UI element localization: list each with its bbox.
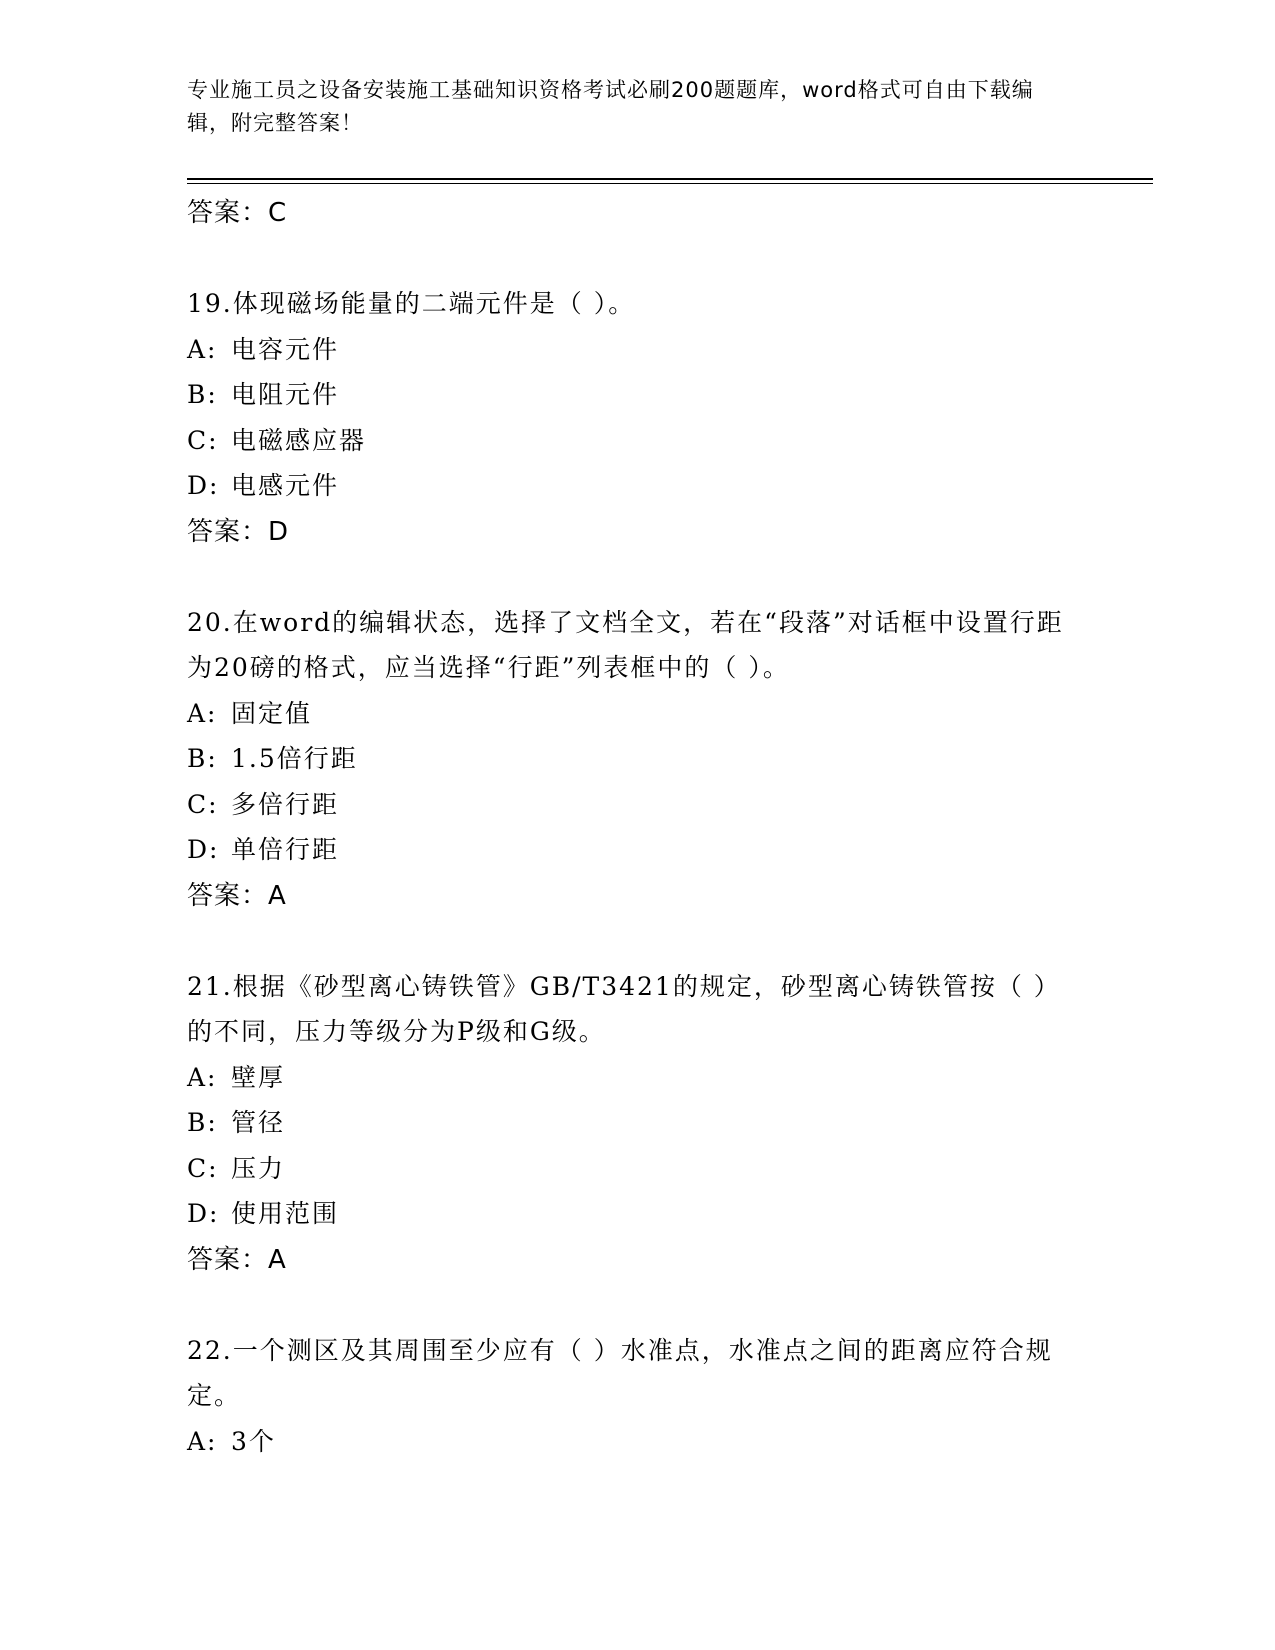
question-19 <box>187 281 1077 555</box>
question-22 <box>187 1328 1077 1465</box>
option-text: 管径 <box>231 1108 286 1137</box>
question-text: 21.根据《砂型离心铸铁管》GB/T3421的规定，砂型离心铸铁管按（ ）的不同，压力等级分为P级和G级。 <box>187 971 1061 1046</box>
option-d <box>187 463 1077 509</box>
question-answer: 答案：A <box>187 880 287 911</box>
question-text: 19.体现磁场能量的二端元件是（ ）。 <box>187 289 636 318</box>
option-letter: D: <box>187 835 220 864</box>
page-header: 专业施工员之设备安装施工基础知识资格考试必刷200题题库，word格式可自由下载编辑，附完整答案！ <box>187 78 1034 135</box>
option-text: 电阻元件 <box>231 380 340 409</box>
option-text: 3个 <box>231 1426 276 1456</box>
option-letter: D: <box>187 471 220 500</box>
header-divider-thick <box>187 178 1153 180</box>
option-text: 电容元件 <box>231 334 340 364</box>
option-text: 1.5倍行距 <box>231 744 358 773</box>
option-letter: A: <box>187 698 218 728</box>
option-letter: C: <box>187 425 219 455</box>
option-b <box>187 736 1077 782</box>
option-text: 电感元件 <box>231 471 340 500</box>
option-letter: B: <box>187 744 218 773</box>
option-c <box>187 782 1077 828</box>
question-text: 22.一个测区及其周围至少应有（ ）水准点，水准点之间的距离应符合规定。 <box>187 1335 1053 1410</box>
option-b <box>187 1100 1077 1146</box>
option-text: 固定值 <box>231 698 313 728</box>
option-d <box>187 827 1077 873</box>
option-d <box>187 1191 1077 1237</box>
option-letter: A: <box>187 334 218 364</box>
option-a <box>187 1419 1077 1465</box>
question-list <box>187 190 1077 1464</box>
option-c <box>187 418 1077 464</box>
option-text: 压力 <box>231 1153 286 1183</box>
option-a <box>187 691 1077 737</box>
previous-answer: 答案：C <box>187 198 288 228</box>
option-letter: C: <box>187 1153 219 1183</box>
question-answer: 答案：A <box>187 1244 287 1275</box>
option-letter: B: <box>187 380 218 409</box>
question-text: 20.在word的编辑状态，选择了文档全文，若在“段落”对话框中设置行距为20磅的格式，应当选择“行距”列表框中的（ ）。 <box>187 607 1064 682</box>
option-a <box>187 327 1077 373</box>
option-a <box>187 1055 1077 1101</box>
option-c <box>187 1146 1077 1192</box>
question-20 <box>187 600 1077 919</box>
option-text: 单倍行距 <box>231 835 340 864</box>
option-letter: C: <box>187 789 219 819</box>
option-letter: A: <box>187 1426 218 1456</box>
option-letter: B: <box>187 1108 218 1137</box>
header-divider-thin <box>187 183 1153 184</box>
option-text: 多倍行距 <box>231 789 340 819</box>
option-letter: A: <box>187 1062 218 1092</box>
option-text: 壁厚 <box>231 1062 286 1092</box>
option-text: 电磁感应器 <box>231 425 367 455</box>
option-text: 使用范围 <box>231 1199 340 1228</box>
question-answer: 答案：D <box>187 516 290 547</box>
option-b <box>187 372 1077 418</box>
option-letter: D: <box>187 1199 220 1228</box>
question-21 <box>187 964 1077 1283</box>
